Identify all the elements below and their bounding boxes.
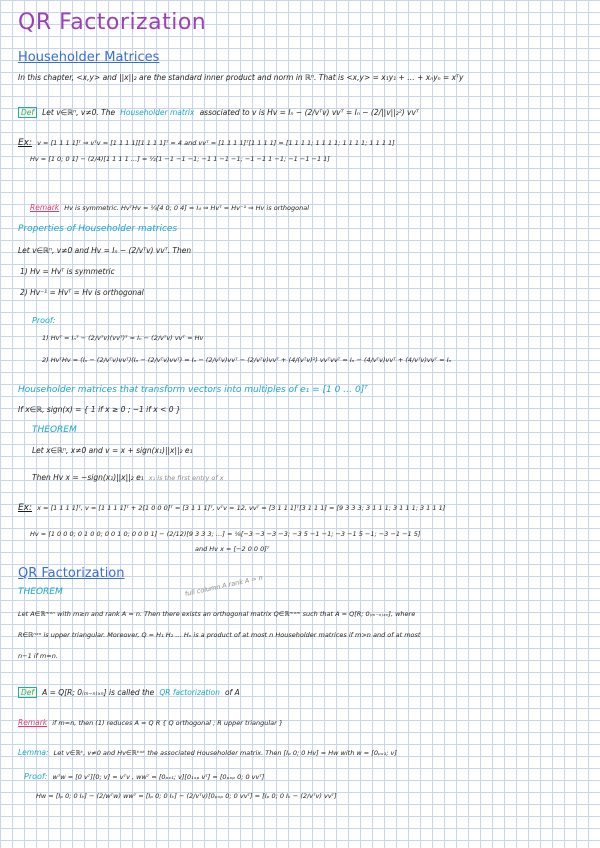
property-2: 2) Hv⁻¹ = Hvᵀ = Hv is orthogonal: [20, 288, 144, 297]
definition-householder: [18, 100, 419, 119]
example-2-text: x = [1 1 1 1]ᵀ, v = [1 1 1 1]ᵀ + 2[1 0 0 0]ᵀ = [3 1 1 1]ᵀ, vᵀv = 12, vvᵀ = [3 1 1 1]ᵀ[3 1 1 1] = [9 3 3 3; 3 1 1 1; 3 1 1 1; 3 1 1 1]: [37, 504, 446, 512]
theorem-note: x₁ is the first entry of x: [148, 474, 224, 482]
remark-text: Hv is symmetric. HvᵀHv = ¼[4 0; 0 4] = I₄ ⇒ Hvᵀ = Hv⁻¹ ⇒ Hv is orthogonal: [64, 204, 309, 212]
example-2-result: and Hv x = [−2 0 0 0]ᵀ: [195, 545, 270, 553]
proof-label-properties: Proof:: [32, 316, 56, 325]
def-formula: associated to v is Hv = Iₙ − (2/vᵀv) vvᵀ = Iₙ − (2/||v||₂²) vvᵀ: [199, 108, 419, 117]
example-label: Ex:: [18, 138, 33, 148]
theorem-label-1: THEOREM: [32, 425, 77, 435]
householder-intro: In this chapter, <x,y> and ||x||₂ are the standard inner product and norm in ℝⁿ. That is <x,y> = x₁y₁ + … + xₙyₙ = xᵀy: [18, 73, 464, 82]
proof-2: 2) HvᵀHv = (Iₙ − (2/vᵀv)vvᵀ)(Iₙ − (2/vᵀv)vvᵀ) = Iₙ − (2/vᵀv)vvᵀ − (2/vᵀv)vvᵀ + (4/(vᵀv)²) vvᵀvvᵀ = Iₙ − (4/vᵀv)vvᵀ + (4/vᵀv)vvᵀ = Iₙ: [42, 356, 452, 364]
page-title: QR Factorization: [18, 10, 207, 35]
theorem-1-line-1: Let x∈ℝⁿ, x≠0 and v = x + sign(x₁)||x||₂ e₁: [32, 446, 193, 455]
example-2-line-1: [18, 495, 445, 514]
lemma-proof-1: wᵀw = [0 vᵀ][0; v] = vᵀv , wwᵀ = [0ₚₓ₁; v][0₁ₓₚ vᵀ] = [0ₚₓₚ 0; 0 vvᵀ]: [52, 773, 265, 781]
lemma-proof-2: Hw = [Iₚ 0; 0 Iₖ] − (2/wᵀw) wwᵀ = [Iₚ 0; 0 Iₖ] − (2/vᵀv)[0ₚₓₚ 0; 0 vvᵀ] = [Iₚ 0; 0 Iₖ − (2/vᵀv) vvᵀ]: [36, 792, 337, 800]
theorem-1-line-2: [32, 465, 224, 484]
section-heading-householder: Householder Matrices: [18, 50, 160, 65]
def-tag: Def: [18, 107, 37, 118]
example-2-line-2: Hv = [1 0 0 0; 0 1 0 0; 0 0 1 0; 0 0 0 1] − (2/12)[9 3 3 3; …] = ⅙[−3 −3 −3 −3; −3 5 −1 −1; −3 −1 5 −1; −3 −1 −1 5]: [30, 530, 421, 538]
property-1: 1) Hv = Hvᵀ is symmetric: [20, 267, 115, 276]
example-text: v = [1 1 1 1]ᵀ ⇒ vᵀv = [1 1 1 1][1 1 1 1]ᵀ = 4 and vvᵀ = [1 1 1 1]ᵀ[1 1 1 1] = [1 1 1 1; 1 1 1 1; 1 1 1 1; 1 1 1 1]: [37, 139, 395, 147]
def-end-qr: of A: [224, 688, 240, 697]
lemma: [18, 740, 397, 759]
def-tag-qr: Def: [18, 687, 37, 698]
proof-label-lemma: Proof:: [24, 772, 48, 781]
example-1-line-2: Hv = [1 0; 0 1] − (2/4)[1 1 1 1 …] = ½[1 −1 −1 −1; −1 1 −1 −1; −1 −1 1 −1; −1 −1 −1 1]: [30, 155, 330, 163]
theorem-statement: Then Hv x = −sign(x₁)||x||₂ e₁: [32, 473, 144, 482]
theorem-label-qr: THEOREM: [18, 587, 63, 597]
remark-label: Remark: [30, 203, 60, 212]
def-term-qr: QR factorization: [159, 688, 220, 697]
remark-label-qr: Remark: [18, 718, 48, 727]
proof-1: 1) Hvᵀ = Iₙᵀ − (2/vᵀv)(vvᵀ)ᵀ = Iₙ − (2/vᵀv) vvᵀ = Hv: [42, 334, 204, 342]
lemma-text: Let v∈ℝᵏ, v≠0 and Hv∈ℝᵏˣᵏ the associated Householder matrix. Then [Iₚ 0; 0 Hv] = Hw with w = [0ₚₓ₁; v]: [53, 749, 397, 757]
handwritten-annotation: full column A rank A = n: [184, 573, 264, 598]
definition-qr: [18, 680, 240, 699]
def-text-qr: A = Q[R; 0₍ₘ₋ₙ₎ₓₙ] is called the: [42, 688, 155, 697]
def-text: Let v∈ℝⁿ, v≠0. The: [42, 108, 116, 117]
qr-theorem-line-2: R∈ℝⁿˣⁿ is upper triangular. Moreover, Q = H₁ H₂ … Hₙ is a product of at most n Householder matrices if m>n and of at most: [18, 631, 421, 639]
section-heading-properties: Properties of Householder matrices: [18, 224, 178, 234]
lemma-proof-line-1: [24, 764, 264, 783]
remark-qr: [18, 710, 283, 729]
section-heading-multiples: Householder matrices that transform vectors into multiples of e₁ = [1 0 … 0]ᵀ: [18, 385, 368, 395]
def-term: Householder matrix: [120, 108, 195, 117]
section-heading-qr: QR Factorization: [18, 566, 125, 581]
sign-definition: If x∈ℝ, sign(x) = { 1 if x ≥ 0 ; −1 if x < 0 }: [18, 405, 181, 414]
remark-text-qr: if m=n, then (1) reduces A = Q R { Q orthogonal ; R upper triangular }: [52, 719, 284, 727]
example-2-label: Ex:: [18, 503, 33, 513]
qr-theorem-line-1: Let A∈ℝᵐˣⁿ with m≥n and rank A = n. Then there exists an orthogonal matrix Q∈ℝᵐˣᵐ such that A = Q[R; 0₍ₘ₋ₙ₎ₓₙ], where: [18, 610, 416, 618]
properties-intro: Let v∈ℝⁿ, v≠0 and Hv = Iₙ − (2/vᵀv) vvᵀ. Then: [18, 246, 192, 255]
remark-symmetric: [30, 195, 309, 214]
example-1-line-1: [18, 130, 395, 149]
qr-theorem-line-3: n−1 if m=n.: [18, 652, 58, 660]
lemma-label: Lemma:: [18, 748, 49, 757]
